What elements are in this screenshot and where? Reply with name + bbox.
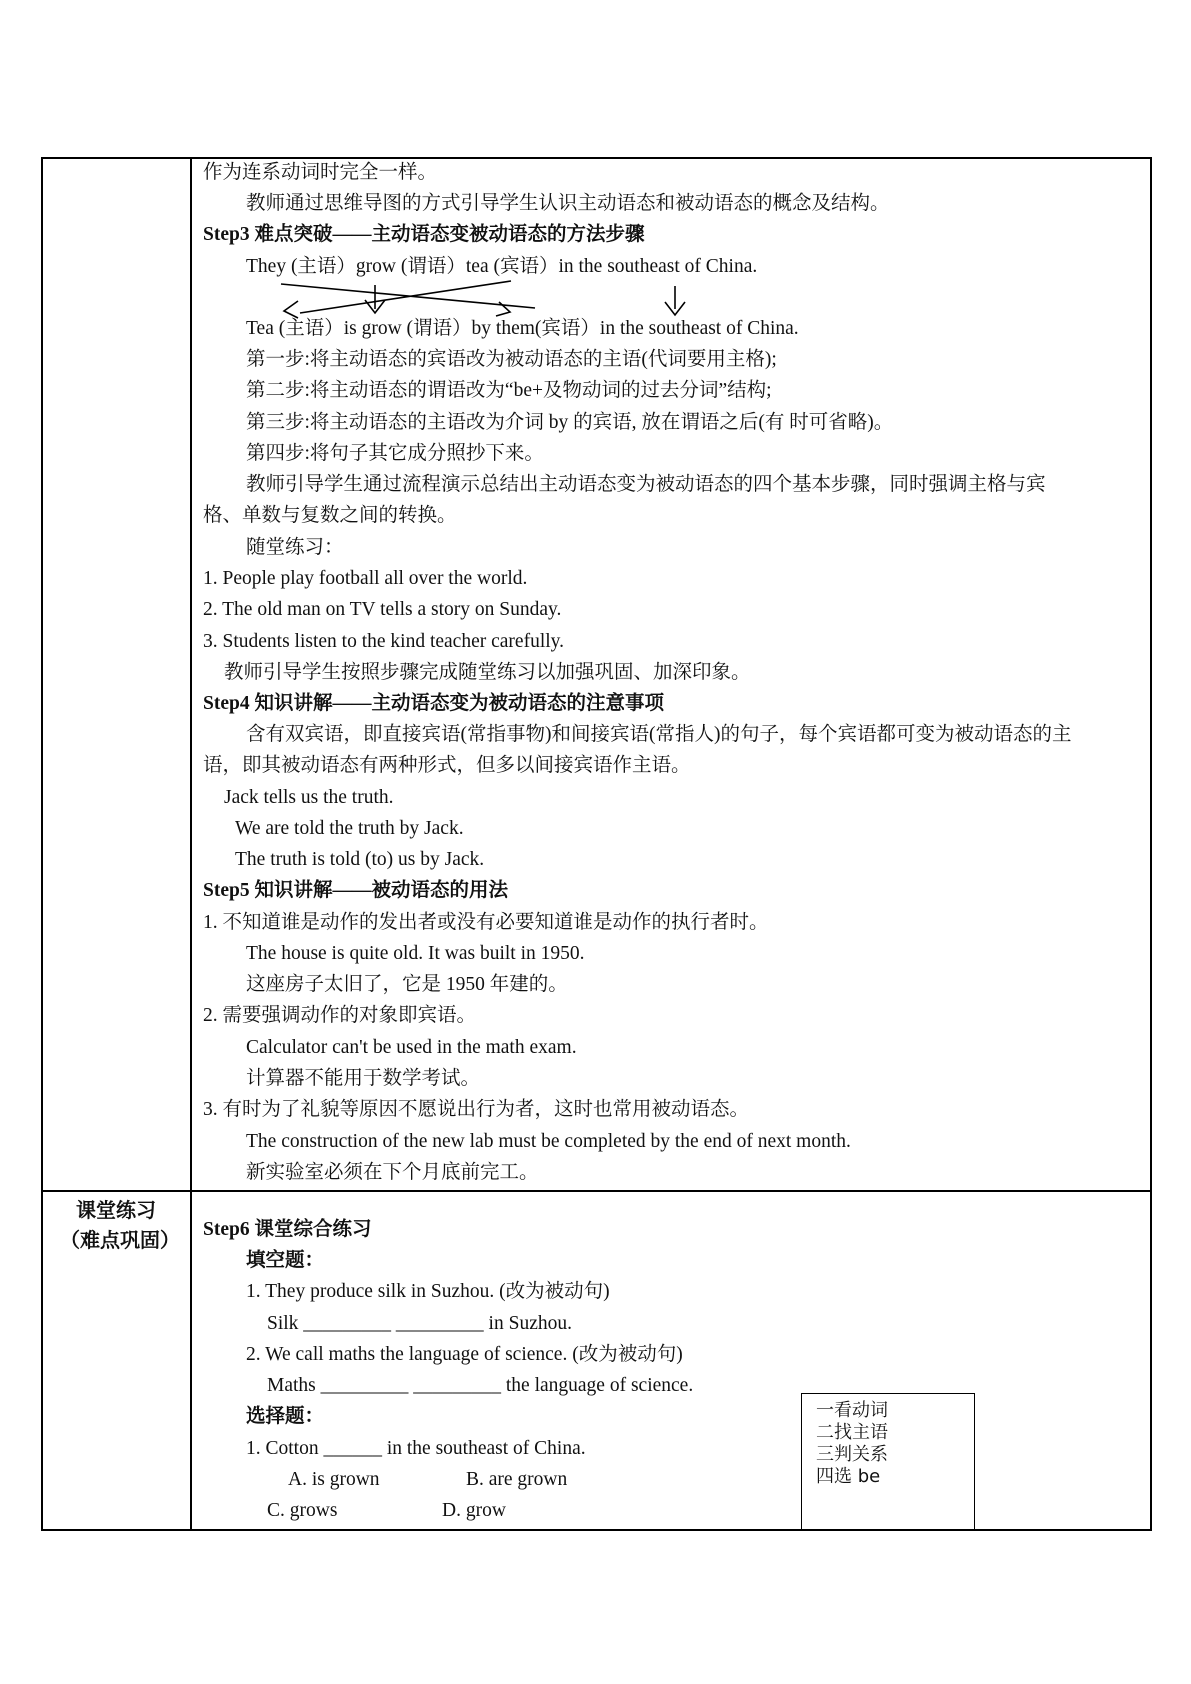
example-sentence: Calculator can't be used in the math exam.: [246, 1037, 577, 1058]
passive-sentence: Tea (主语）is grow (谓语）by them(宾语）in the southeast of China.: [246, 318, 799, 339]
row-label-line2: （难点巩固）: [60, 1228, 180, 1252]
example-translation: 这座房子太旧了，它是 1950 年建的。: [246, 974, 568, 995]
active-sentence: They (主语）grow (谓语）tea (宾语）in the southeast of China.: [246, 256, 758, 277]
step-item: 第四步:将句子其它成分照抄下来。: [246, 443, 544, 464]
step3-heading: Step3 难点突破——主动语态变被动语态的方法步骤: [203, 224, 645, 245]
arrow-object-to-subject: [300, 281, 511, 313]
step-item: 第三步:将主动语态的主语改为介词 by 的宾语, 放在谓语之后(有 时可省略)。: [246, 412, 894, 433]
practice-heading: 随堂练习：: [246, 537, 344, 558]
step-item: 第一步:将主动语态的宾语改为被动语态的主语(代词要用主格);: [246, 349, 777, 370]
example-sentence: The house is quite old. It was built in 1950.: [246, 943, 585, 964]
step4-heading: Step4 知识讲解——主动语态变为被动语态的注意事项: [203, 693, 664, 714]
practice-item: 1. People play football all over the world.: [203, 568, 528, 589]
choice-option-c: C. grows: [267, 1500, 338, 1521]
step6-heading: Step6 课堂综合练习: [203, 1219, 372, 1240]
usage-item: 1. 不知道谁是动作的发出者或没有必要知道谁是动作的执行者时。: [203, 912, 769, 933]
practice-item: 2. The old man on TV tells a story on Sunday.: [203, 599, 562, 620]
example-sentence: The construction of the new lab must be completed by the end of next month.: [246, 1131, 851, 1152]
text-line: 教师引导学生按照步骤完成随堂练习以加强巩固、加深印象。: [224, 662, 751, 683]
choice-option-b: B. are grown: [466, 1469, 568, 1490]
text-line: 教师通过思维导图的方式引导学生认识主动语态和被动语态的概念及结构。: [246, 193, 890, 214]
tip-line: 三判关系: [816, 1444, 888, 1465]
text-line: 含有双宾语，即直接宾语(常指事物)和间接宾语(常指人)的句子，每个宾语都可变为被动语态的主: [246, 724, 1072, 745]
example-sentence: We are told the truth by Jack.: [235, 818, 464, 839]
choice-option-d: D. grow: [442, 1500, 506, 1521]
choice-heading: 选择题：: [246, 1406, 325, 1427]
exercise-question: 2. We call maths the language of science. (改为被动句): [246, 1344, 683, 1365]
text-line: 作为连系动词时完全一样。: [203, 162, 438, 183]
example-sentence: The truth is told (to) us by Jack.: [235, 849, 485, 870]
example-sentence: Jack tells us the truth.: [224, 787, 394, 808]
tip-line: 二找主语: [816, 1422, 888, 1443]
step5-heading: Step5 知识讲解——被动语态的用法: [203, 880, 508, 901]
example-translation: 新实验室必须在下个月底前完工。: [246, 1162, 539, 1183]
row-label-line1: 课堂练习: [76, 1198, 156, 1222]
text-line: 语，即其被动语态有两种形式，但多以间接宾语作主语。: [203, 755, 691, 776]
tip-box: [801, 1393, 975, 1531]
example-translation: 计算器不能用于数学考试。: [246, 1068, 481, 1089]
fill-blank-heading: 填空题：: [246, 1250, 325, 1271]
text-line: 教师引导学生通过流程演示总结出主动语态变为被动语态的四个基本步骤，同时强调主格与宾: [246, 474, 1046, 495]
practice-item: 3. Students listen to the kind teacher carefully.: [203, 631, 565, 652]
choice-option-a: A. is grown: [288, 1469, 380, 1490]
choice-question: 1. Cotton ______ in the southeast of China.: [246, 1438, 586, 1459]
exercise-question: 1. They produce silk in Suzhou. (改为被动句): [246, 1281, 610, 1302]
text-line: 格、单数与复数之间的转换。: [203, 505, 457, 526]
tip-line: 四选 be: [816, 1466, 881, 1487]
step-item: 第二步:将主动语态的谓语改为“be+及物动词的过去分词”结构;: [246, 380, 772, 401]
exercise-answer-line: Maths _________ _________ the language of science.: [267, 1375, 694, 1396]
usage-item: 2. 需要强调动作的对象即宾语。: [203, 1005, 477, 1026]
usage-item: 3. 有时为了礼貌等原因不愿说出行为者，这时也常用被动语态。: [203, 1099, 750, 1120]
exercise-answer-line: Silk _________ _________ in Suzhou.: [267, 1313, 572, 1334]
tip-line: 一看动词: [816, 1400, 888, 1421]
